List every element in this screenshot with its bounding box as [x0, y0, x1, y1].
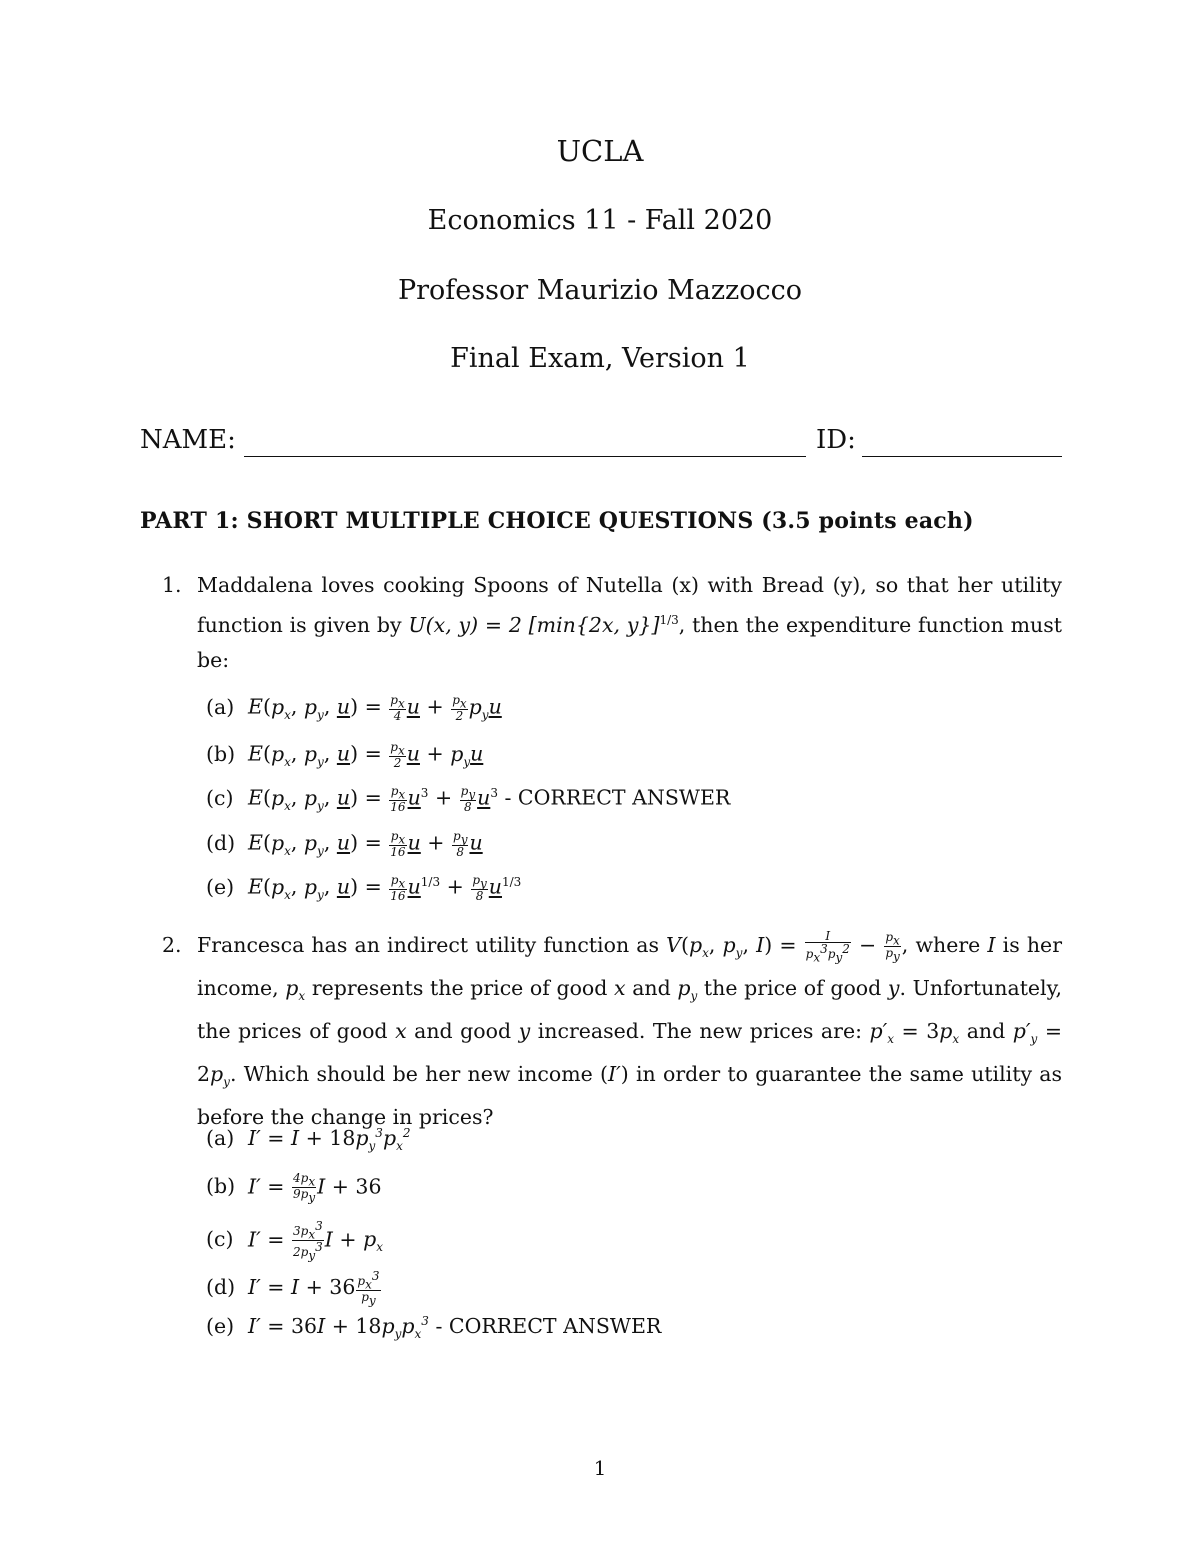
q2-option-c[interactable]: (c) I′ = $\frac{3p_x^3}{2p_y^3}$ $I + p_x$ — [206, 1219, 383, 1263]
question-text: Francesca has an indirect utility function as $V(p_x$, $p_y$, I) = $\frac{I}{p_x^3p_y^2}$ − $\frac{p_x}{p_y}$ , where I is her income, $p_x$ represents the price of good x and $p_y$ the price of good y. Unfortunately, the prices of good x and good y increased. The new prices are: $p'_x = 3p_x$ and $p'_y = 2p_y$. Which should be her new income (I′) in order to guarantee the same utility as before the change in prices? — [197, 928, 1063, 1130]
part1-heading: PART 1: SHORT MULTIPLE CHOICE QUESTIONS (3.5 points each) — [140, 508, 974, 534]
id-field[interactable] — [862, 456, 1062, 457]
question-1 — [140, 568, 1062, 678]
correct-answer-note: - CORRECT ANSWER — [497, 785, 731, 810]
correct-answer-note: - CORRECT ANSWER — [428, 1314, 662, 1338]
question-text: Maddalena loves cooking Spoons of Nutella (x) with Bread (y), so that her utility function is given by U(x, y) = 2 [min{2x, y}]$^{1/3}$, then the expenditure function must be: — [197, 573, 1062, 672]
id-label: ID: — [816, 425, 856, 455]
exam-title: Final Exam, Version 1 — [450, 343, 750, 374]
course-title: Economics 11 - Fall 2020 — [427, 205, 773, 236]
q2-option-b[interactable]: (b) I′ = $\frac{4p_x}{9p_y}$ I + 36 — [206, 1171, 382, 1205]
name-id-row — [140, 425, 1062, 459]
question-2 — [140, 928, 1062, 1135]
q2-option-a[interactable]: (a) $I' = I + 18p_y^3p_x^2$ — [206, 1126, 411, 1154]
q1-option-a[interactable]: (a) $E(p_x$, $p_y$, u) = $\frac{p_x}{4}$ u + $\frac{p_x}{2}$ $p_yu$ — [206, 693, 502, 724]
q1-option-b[interactable]: (b) $E(p_x$, $p_y$, u) = $\frac{p_x}{2}$ $u + p_yu$ — [206, 740, 484, 771]
professor-name: Professor Maurizio Mazzocco — [397, 275, 803, 306]
utility-formula: U(x, y) = 2 [min{2x, y}] — [408, 612, 660, 637]
question-number: 1. — [162, 573, 182, 597]
question-number: 2. — [162, 933, 182, 957]
q1-option-e[interactable]: (e) $E(p_x$, $p_y$, u) = $\frac{p_x}{16}$ $u^{1/3}$ + $\frac{p_y}{8}$ $u^{1/3}$ — [206, 873, 522, 904]
q1-option-c[interactable]: (c) $E(p_x$, $p_y$, u) = $\frac{p_x}{16}$ $u^3$ + $\frac{p_y}{8}$ $u^3$ - CORRECT ANSWER — [206, 784, 731, 815]
q2-option-e[interactable]: (e) $I' = 36I + 18p_yp_x^3$ - CORRECT ANSWER — [206, 1314, 662, 1342]
name-label: NAME: — [140, 425, 236, 455]
page-number: 1 — [593, 1456, 607, 1480]
q1-option-d[interactable]: (d) $E(p_x$, $p_y$, u) = $\frac{p_x}{16}$ u + $\frac{p_y}{8}$ u — [206, 829, 483, 860]
q2-option-d[interactable]: (d) I′ = I + 36 $\frac{p_x^3}{p_y}$ — [206, 1269, 380, 1308]
name-field[interactable] — [244, 456, 806, 457]
university-title: UCLA — [556, 134, 644, 168]
